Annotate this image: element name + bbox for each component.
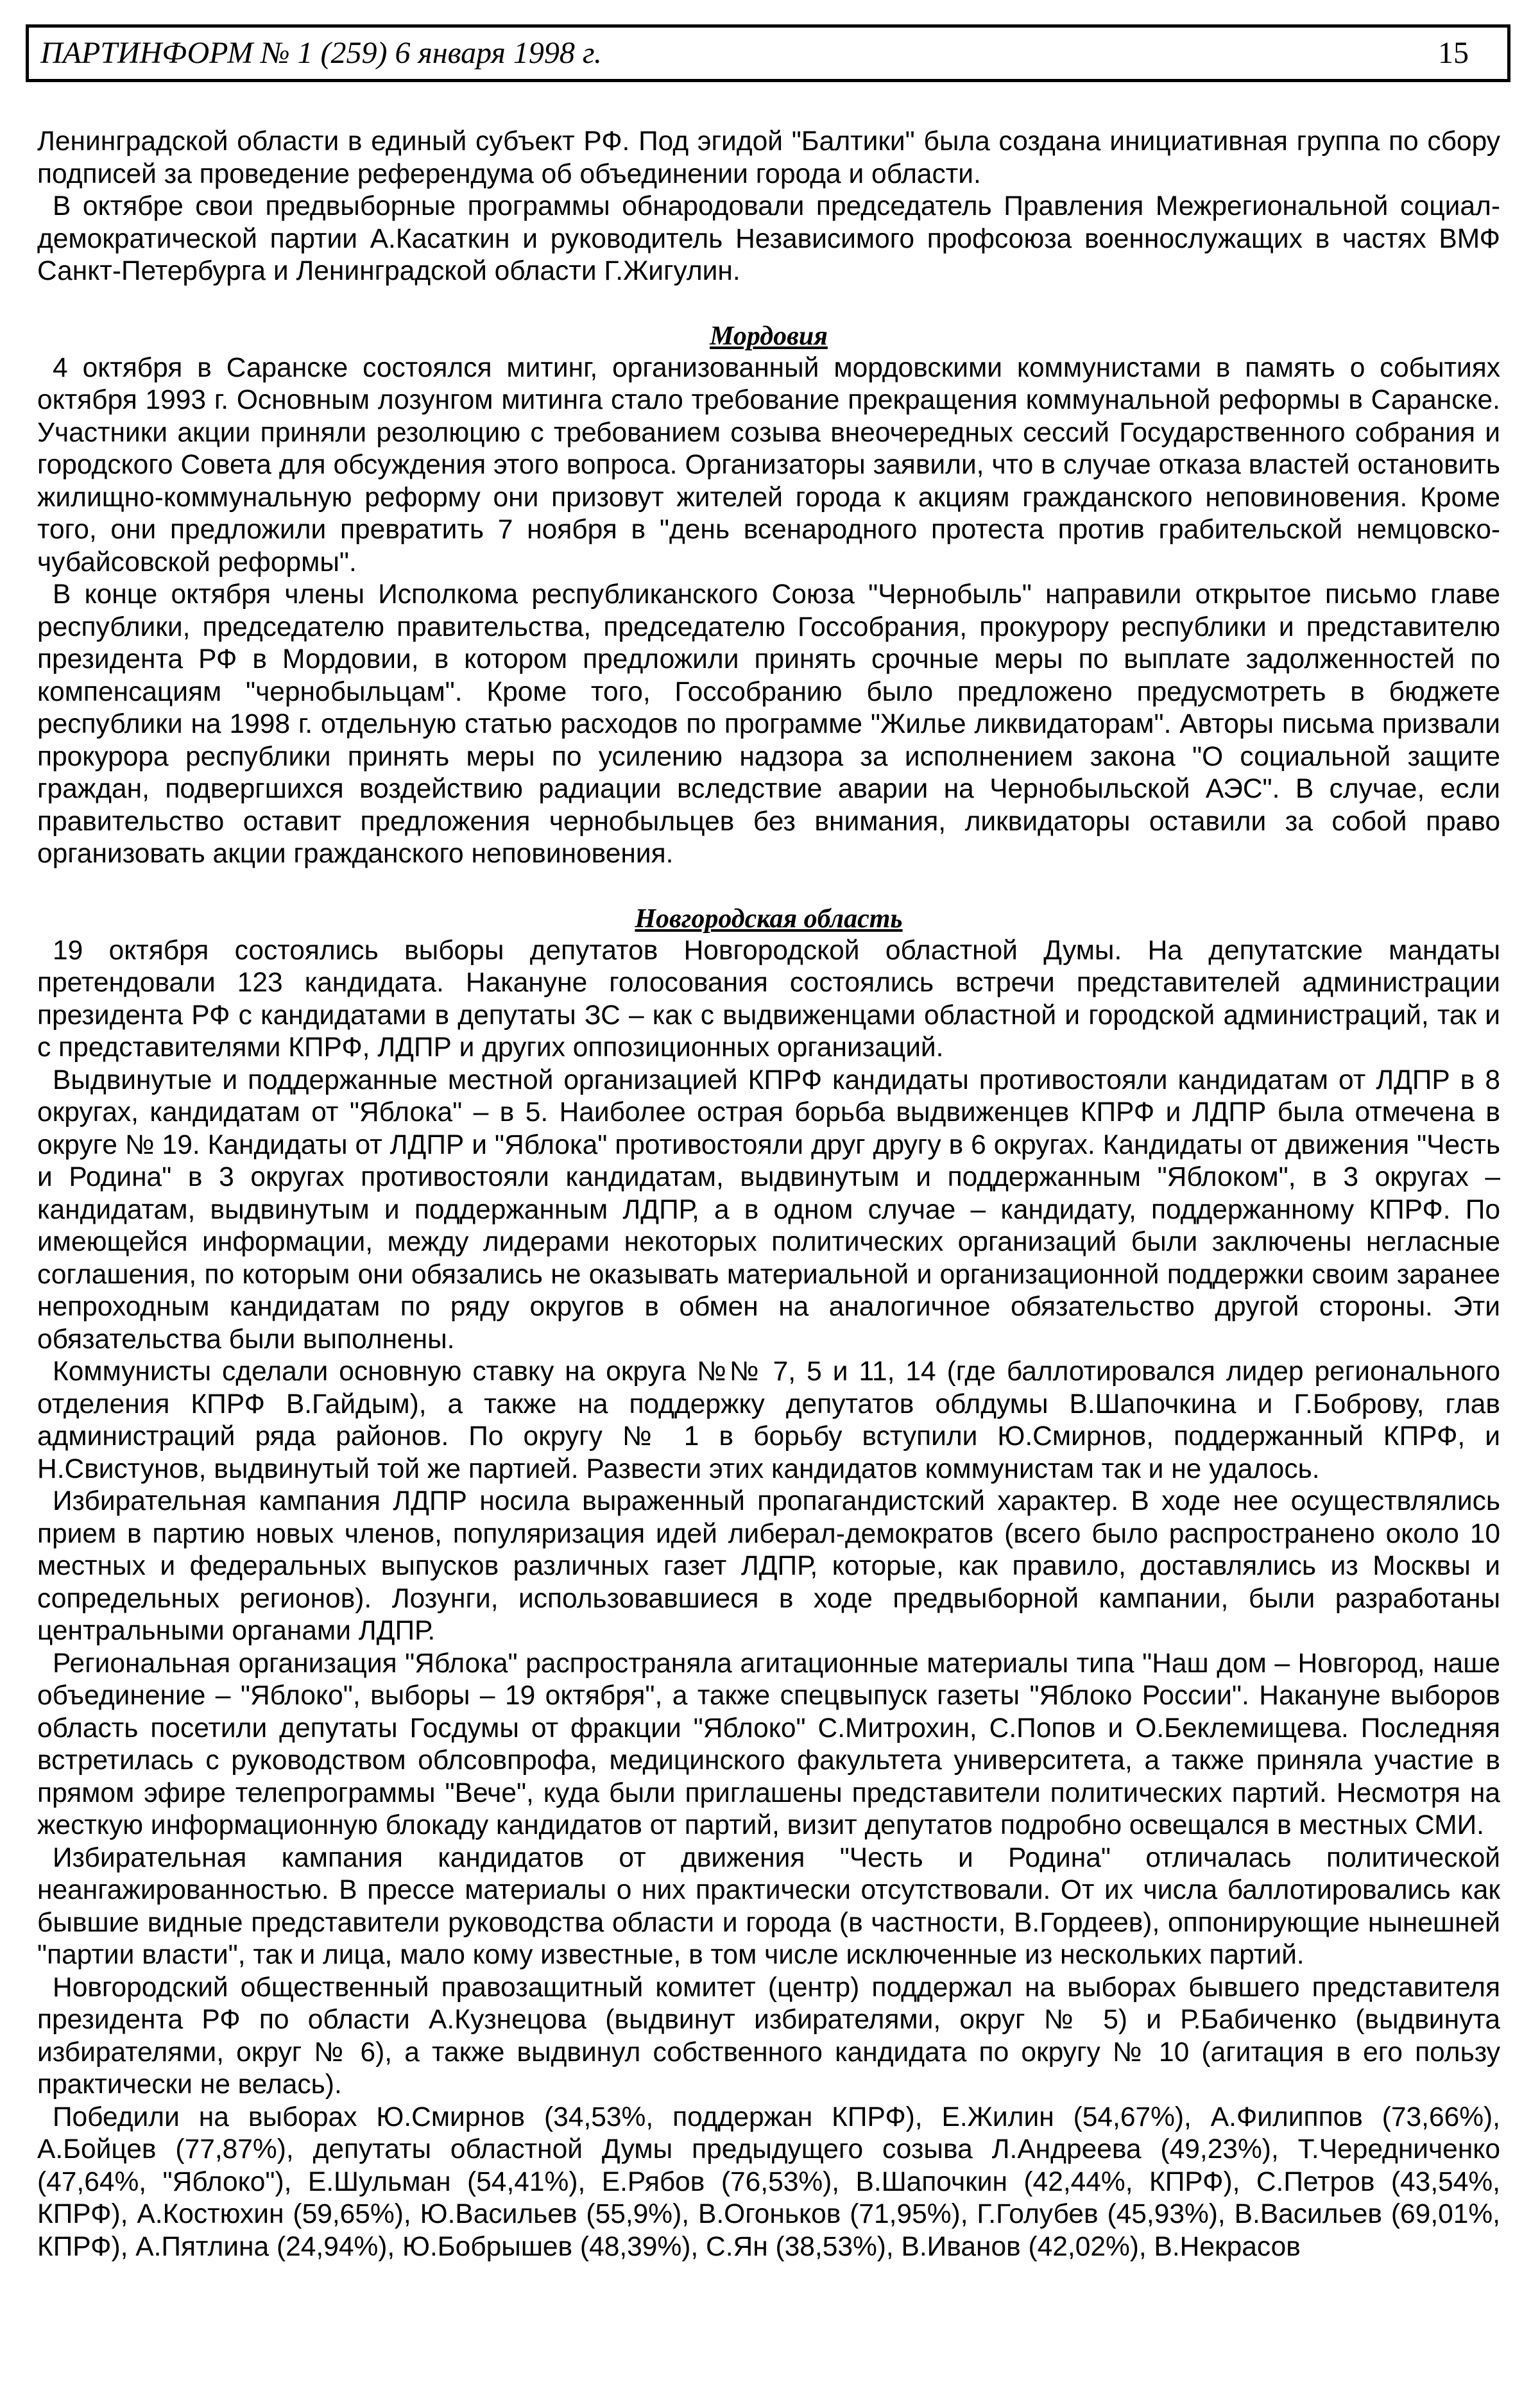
paragraph: Избирательная кампания ЛДПР носила выраженный пропагандистский характер. В ходе нее осуществлялись прием в партию новых членов, популяризация идей либерал-демократов (всего было распространено около 10 местных и федеральных выпусков различных газет ЛДПР, которые, как правило, доставлялись из Москвы и сопредельных регионов). Лозунги, использовавшиеся в ходе предвыборной кампании, были разработаны центральными органами ЛДПР. <box>37 1486 1500 1646</box>
article-body <box>37 126 1500 2263</box>
publication-title: ПАРТИНФОРМ № 1 (259) 6 января 1998 г. <box>40 36 602 70</box>
paragraph: Ленинградской области в единый субъект РФ. Под эгидой "Балтики" была создана инициативная группа по сбору подписей за проведение референдума об объединении города и области. <box>37 126 1500 189</box>
paragraph: В конце октября члены Исполкома республиканского Союза "Чернобыль" направили открытое письмо главе республики, председателю правительства, председателю Госсобрания, прокурору республики и представителю президента РФ в Мордовии, в котором предложили принять срочные меры по выплате задолженностей по компенсациям "чернобыльцам". Кроме того, Госсобранию было предложено предусмотреть в бюджете республики на 1998 г. отдельную статью расходов по программе "Жилье ликвидаторам". Авторы письма призвали прокурора республики принять меры по усилению надзора за исполнением закона "О социальной защите граждан, подвергшихся воздействию радиации вследствие аварии на Чернобыльской АЭС". В случае, если правительство оставит предложения чернобыльцев без внимания, ликвидаторы оставили за собой право организовать акции гражданского неповиновения. <box>37 579 1500 869</box>
page-header <box>26 24 1510 82</box>
page-number: 15 <box>1438 36 1469 70</box>
section-heading-novgorod: Новгородская область <box>635 904 903 934</box>
paragraph: Победили на выборах Ю.Смирнов (34,53%, поддержан КПРФ), Е.Жилин (54,67%), А.Филиппов (73,66%), А.Бойцев (77,87%), депутаты областной Думы предыдущего созыва Л.Андреева (49,23%), Т.Чередниченко (47,64%, "Яблоко"), Е.Шульман (54,41%), Е.Рябов (76,53%), В.Шапочкин (42,44%, КПРФ), С.Петров (43,54%, КПРФ), А.Костюхин (59,65%), Ю.Васильев (55,9%), В.Огоньков (71,95%), Г.Голубев (45,93%), В.Васильев (69,01%, КПРФ), А.Пятлина (24,94%), Ю.Бобрышев (48,39%), С.Ян (38,53%), В.Иванов (42,02%), В.Некрасов <box>37 2102 1500 2262</box>
paragraph: В октябре свои предвыборные программы обнародовали председатель Правления Межрегиональной социал-демократической партии А.Касаткин и руководитель Независимого профсоюза военнослужащих в частях ВМФ Санкт-Петербурга и Ленинградской области Г.Жигулин. <box>37 191 1500 286</box>
paragraph: 19 октября состоялись выборы депутатов Новгородской областной Думы. На депутатские мандаты претендовали 123 кандидата. Накануне голосования состоялись встречи представителей администрации президента РФ с кандидатами в депутаты ЗС – как с выдвиженцами областной и городской администраций, так и с представителями КПРФ, ЛДПР и других оппозиционных организаций. <box>37 935 1500 1063</box>
paragraph: Коммунисты сделали основную ставку на округа №№ 7, 5 и 11, 14 (где баллотировался лидер регионального отделения КПРФ В.Гайдым), а также на поддержку депутатов облдумы В.Шапочкина и Г.Боброву, глав администраций ряда районов. По округу № 1 в борьбу вступили Ю.Смирнов, поддержанный КПРФ, и Н.Свистунов, выдвинутый той же партией. Развести этих кандидатов коммунистам так и не удалось. <box>37 1357 1500 1484</box>
paragraph: Региональная организация "Яблока" распространяла агитационные материалы типа "Наш дом – Новгород, наше объединение – "Яблоко", выборы – 19 октября", а также спецвыпуск газеты "Яблоко России". Накануне выборов область посетили депутаты Госдумы от фракции "Яблоко" С.Митрохин, С.Попов и О.Беклемищева. Последняя встретилась с руководством облсовпрофа, медицинского факультета университета, а также приняла участие в прямом эфире телепрограммы "Вече", куда были приглашены представители политических партий. Несмотря на жесткую информационную блокаду кандидатов от партий, визит депутатов подробно освещался в местных СМИ. <box>37 1648 1500 1840</box>
section-heading-mordovia: Мордовия <box>710 321 828 351</box>
paragraph: Избирательная кампания кандидатов от движения "Честь и Родина" отличалась политической неангажированностью. В прессе материалы о них практически отсутствовали. От их числа баллотировались как бывшие видные представители руководства области и города (в частности, В.Гордеев), оппонирующие нынешней "партии власти", так и лица, мало кому известные, в том числе исключенные из нескольких партий. <box>37 1842 1500 1970</box>
paragraph: 4 октября в Саранске состоялся митинг, организованный мордовскими коммунистами в память о событиях октября 1993 г. Основным лозунгом митинга стало требование прекращения коммунальной реформы в Саранске. Участники акции приняли резолюцию с требованием созыва внеочередных сессий Государственного собрания и городского Совета для обсуждения этого вопроса. Организаторы заявили, что в случае отказа властей остановить жилищно-коммунальную реформу они призовут жителей города к акциям гражданского неповиновения. Кроме того, они предложили превратить 7 ноября в "день всенародного протеста против грабительской немцовско-чубайсовской реформы". <box>37 352 1500 578</box>
paragraph: Выдвинутые и поддержанные местной организацией КПРФ кандидаты противостояли кандидатам от ЛДПР в 8 округах, кандидатам от "Яблока" – в 5. Наиболее острая борьба выдвиженцев КПРФ и ЛДПР была отмечена в округе № 19. Кандидаты от ЛДПР и "Яблока" противостояли друг другу в 6 округах. Кандидаты от движения "Честь и Родина" в 3 округах противостояли кандидатам, выдвинутым и поддержанным "Яблоком", в 3 округах – кандидатам, выдвинутым и поддержанным ЛДПР, а в одном случае – кандидату, поддержанному КПРФ. По имеющейся информации, между лидерами некоторых политических организаций были заключены негласные соглашения, по которым они обязались не оказывать материальной и организационной поддержки своим заранее непроходным кандидатам по ряду округов в обмен на аналогичное обязательство другой стороны. Эти обязательства были выполнены. <box>37 1065 1500 1355</box>
paragraph: Новгородский общественный правозащитный комитет (центр) поддержал на выборах бывшего представителя президента РФ по области А.Кузнецова (выдвинут избирателями, округ № 5) и Р.Бабиченко (выдвинута избирателями, округ № 6), а также выдвинул собственного кандидата по округу № 10 (агитация в его пользу практически не велась). <box>37 1972 1500 2100</box>
